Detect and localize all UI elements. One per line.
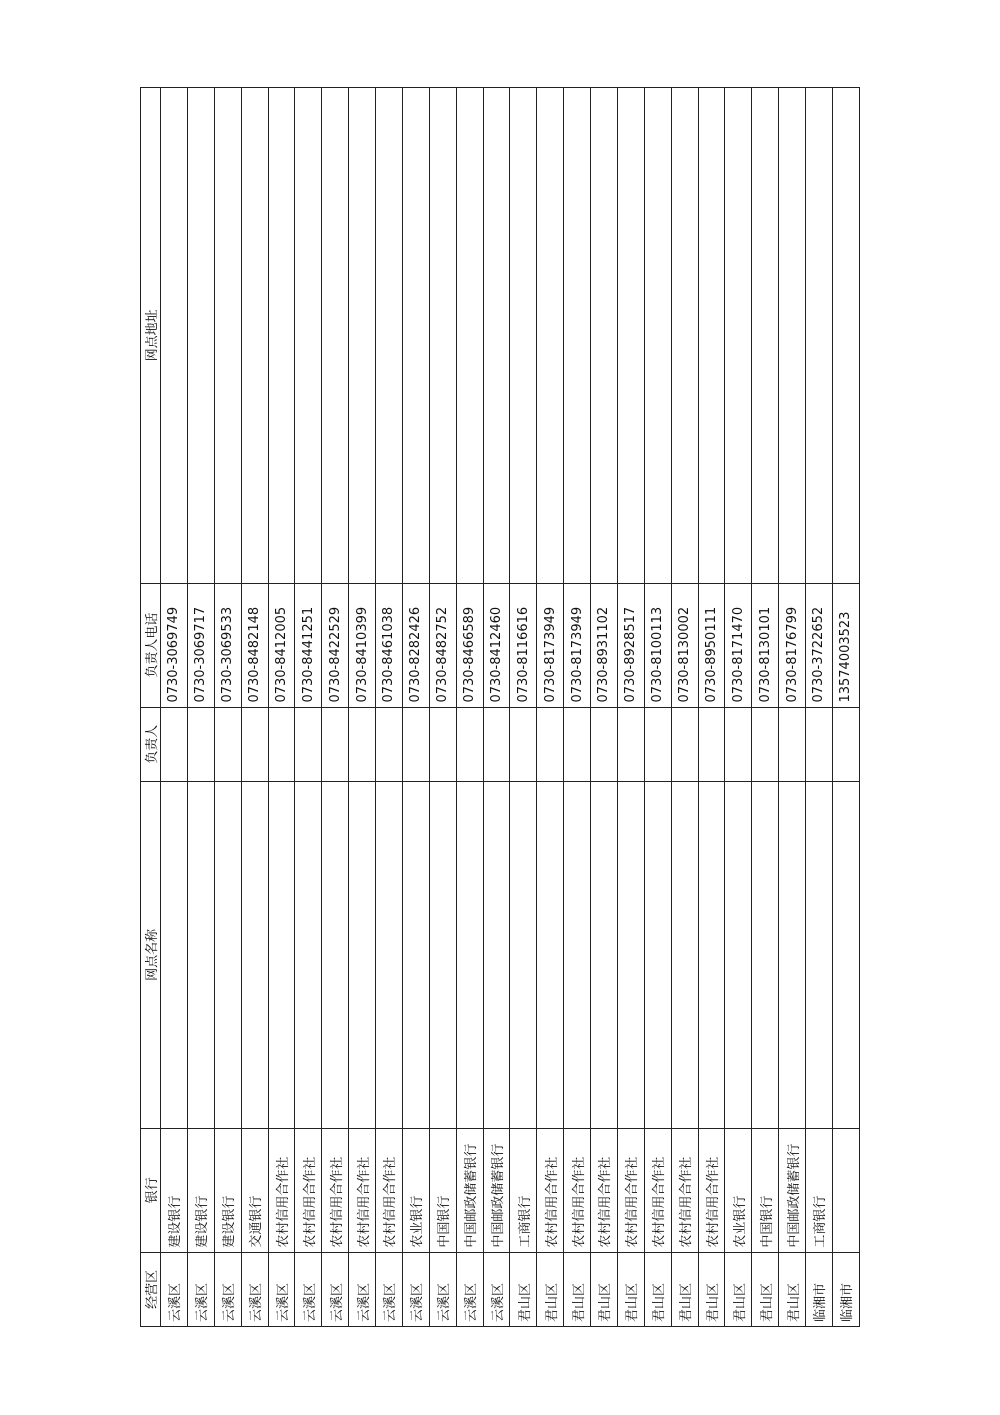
cell-branch-name: [725, 781, 752, 1128]
cell-manager: [510, 707, 537, 781]
cell-bank: 农村信用合作社: [537, 1128, 564, 1252]
cell-district: 云溪区: [456, 1252, 483, 1326]
cell-phone: 0730-8461038: [376, 583, 403, 707]
cell-address: [806, 88, 833, 584]
cell-phone: 0730-8100113: [644, 583, 671, 707]
cell-district: 君山区: [591, 1252, 618, 1326]
cell-manager: [725, 707, 752, 781]
cell-manager: [537, 707, 564, 781]
cell-bank: 工商银行: [510, 1128, 537, 1252]
cell-branch-name: [564, 781, 591, 1128]
cell-bank: [832, 1128, 859, 1252]
cell-phone: 0730-8466589: [456, 583, 483, 707]
table-row: [591, 88, 618, 1327]
cell-bank: 工商银行: [806, 1128, 833, 1252]
cell-phone: 0730-8171470: [725, 583, 752, 707]
cell-manager: [214, 707, 241, 781]
bank-branch-table: [140, 87, 860, 1327]
cell-branch-name: [510, 781, 537, 1128]
table-row: [510, 88, 537, 1327]
cell-bank: 农村信用合作社: [376, 1128, 403, 1252]
cell-manager: [268, 707, 295, 781]
cell-branch-name: [268, 781, 295, 1128]
cell-district: 君山区: [779, 1252, 806, 1326]
cell-address: [429, 88, 456, 584]
cell-district: 君山区: [617, 1252, 644, 1326]
table-row: [564, 88, 591, 1327]
cell-manager: [322, 707, 349, 781]
table-row: [241, 88, 268, 1327]
cell-branch-name: [806, 781, 833, 1128]
table-row: [806, 88, 833, 1327]
cell-district: 君山区: [644, 1252, 671, 1326]
cell-branch-name: [349, 781, 376, 1128]
table-row: [483, 88, 510, 1327]
cell-branch-name: [591, 781, 618, 1128]
cell-district: 君山区: [698, 1252, 725, 1326]
cell-address: [537, 88, 564, 584]
cell-phone: 13574003523: [832, 583, 859, 707]
cell-district: 云溪区: [187, 1252, 214, 1326]
cell-phone: 0730-3069749: [161, 583, 188, 707]
cell-address: [617, 88, 644, 584]
cell-address: [752, 88, 779, 584]
cell-manager: [349, 707, 376, 781]
header-phone: 负责人电话: [141, 583, 161, 707]
cell-district: 君山区: [725, 1252, 752, 1326]
cell-district: 君山区: [564, 1252, 591, 1326]
cell-district: 君山区: [752, 1252, 779, 1326]
table-row: [644, 88, 671, 1327]
cell-manager: [617, 707, 644, 781]
table-row: [429, 88, 456, 1327]
cell-branch-name: [644, 781, 671, 1128]
cell-phone: 0730-8176799: [779, 583, 806, 707]
cell-branch-name: [617, 781, 644, 1128]
table-row: [456, 88, 483, 1327]
cell-manager: [644, 707, 671, 781]
cell-bank: 农村信用合作社: [295, 1128, 322, 1252]
cell-address: [698, 88, 725, 584]
cell-phone: 0730-8928517: [617, 583, 644, 707]
cell-branch-name: [295, 781, 322, 1128]
table-row: [832, 88, 859, 1327]
cell-district: 君山区: [510, 1252, 537, 1326]
cell-district: 云溪区: [349, 1252, 376, 1326]
cell-district: 云溪区: [241, 1252, 268, 1326]
cell-bank: 农村信用合作社: [644, 1128, 671, 1252]
cell-phone: 0730-8130002: [671, 583, 698, 707]
cell-district: 云溪区: [402, 1252, 429, 1326]
cell-address: [725, 88, 752, 584]
cell-branch-name: [779, 781, 806, 1128]
cell-district: 君山区: [671, 1252, 698, 1326]
cell-manager: [564, 707, 591, 781]
table-row: [295, 88, 322, 1327]
table-row: [725, 88, 752, 1327]
cell-branch-name: [698, 781, 725, 1128]
cell-bank: 农村信用合作社: [564, 1128, 591, 1252]
cell-district: 云溪区: [483, 1252, 510, 1326]
cell-phone: 0730-8482148: [241, 583, 268, 707]
cell-branch-name: [161, 781, 188, 1128]
cell-address: [349, 88, 376, 584]
cell-bank: 中国邮政储蓄银行: [779, 1128, 806, 1252]
table-row: [161, 88, 188, 1327]
table-row: [402, 88, 429, 1327]
cell-phone: 0730-8173949: [564, 583, 591, 707]
cell-bank: 农业银行: [402, 1128, 429, 1252]
cell-bank: 农村信用合作社: [591, 1128, 618, 1252]
cell-manager: [187, 707, 214, 781]
cell-phone: 0730-8441251: [295, 583, 322, 707]
cell-branch-name: [402, 781, 429, 1128]
header-address: 网点地址: [141, 88, 161, 584]
cell-address: [483, 88, 510, 584]
cell-phone: 0730-8931102: [591, 583, 618, 707]
cell-manager: [429, 707, 456, 781]
table-row: [268, 88, 295, 1327]
cell-address: [402, 88, 429, 584]
cell-address: [376, 88, 403, 584]
cell-bank: 农村信用合作社: [698, 1128, 725, 1252]
cell-manager: [402, 707, 429, 781]
cell-district: 云溪区: [214, 1252, 241, 1326]
table-row: [698, 88, 725, 1327]
header-row: [141, 88, 161, 1327]
cell-manager: [295, 707, 322, 781]
cell-manager: [376, 707, 403, 781]
cell-bank: 农村信用合作社: [617, 1128, 644, 1252]
cell-district: 云溪区: [295, 1252, 322, 1326]
rotated-sheet: [140, 87, 860, 1327]
cell-bank: 农村信用合作社: [671, 1128, 698, 1252]
cell-bank: 农村信用合作社: [322, 1128, 349, 1252]
cell-branch-name: [671, 781, 698, 1128]
header-district: 经营区: [141, 1252, 161, 1326]
table-row: [322, 88, 349, 1327]
table-row: [752, 88, 779, 1327]
cell-branch-name: [429, 781, 456, 1128]
cell-bank: 中国银行: [429, 1128, 456, 1252]
cell-manager: [806, 707, 833, 781]
cell-phone: 0730-8950111: [698, 583, 725, 707]
cell-address: [564, 88, 591, 584]
cell-phone: 0730-8116616: [510, 583, 537, 707]
cell-phone: 0730-8412005: [268, 583, 295, 707]
cell-branch-name: [376, 781, 403, 1128]
cell-manager: [752, 707, 779, 781]
cell-manager: [832, 707, 859, 781]
cell-branch-name: [483, 781, 510, 1128]
cell-address: [832, 88, 859, 584]
cell-manager: [779, 707, 806, 781]
cell-address: [268, 88, 295, 584]
cell-phone: 0730-3722652: [806, 583, 833, 707]
cell-branch-name: [241, 781, 268, 1128]
cell-address: [456, 88, 483, 584]
cell-district: 临湘市: [832, 1252, 859, 1326]
cell-phone: 0730-8173949: [537, 583, 564, 707]
cell-manager: [698, 707, 725, 781]
cell-address: [591, 88, 618, 584]
table-row: [349, 88, 376, 1327]
cell-bank: 建设银行: [161, 1128, 188, 1252]
cell-bank: 中国邮政储蓄银行: [483, 1128, 510, 1252]
cell-manager: [456, 707, 483, 781]
cell-district: 云溪区: [268, 1252, 295, 1326]
cell-manager: [591, 707, 618, 781]
cell-branch-name: [537, 781, 564, 1128]
cell-address: [322, 88, 349, 584]
cell-manager: [241, 707, 268, 781]
cell-address: [510, 88, 537, 584]
cell-district: 临湘市: [806, 1252, 833, 1326]
cell-address: [161, 88, 188, 584]
cell-address: [187, 88, 214, 584]
cell-bank: 交通银行: [241, 1128, 268, 1252]
cell-address: [241, 88, 268, 584]
cell-bank: 农村信用合作社: [349, 1128, 376, 1252]
cell-district: 云溪区: [376, 1252, 403, 1326]
cell-address: [644, 88, 671, 584]
table-row: [537, 88, 564, 1327]
cell-phone: 0730-8282426: [402, 583, 429, 707]
cell-manager: [671, 707, 698, 781]
cell-branch-name: [214, 781, 241, 1128]
cell-bank: 建设银行: [214, 1128, 241, 1252]
cell-address: [295, 88, 322, 584]
cell-phone: 0730-8410399: [349, 583, 376, 707]
table-row: [779, 88, 806, 1327]
header-bank: 银行: [141, 1128, 161, 1252]
cell-phone: 0730-3069717: [187, 583, 214, 707]
cell-district: 云溪区: [322, 1252, 349, 1326]
cell-district: 云溪区: [161, 1252, 188, 1326]
cell-phone: 0730-8130101: [752, 583, 779, 707]
table-row: [376, 88, 403, 1327]
cell-branch-name: [832, 781, 859, 1128]
cell-bank: 中国银行: [752, 1128, 779, 1252]
cell-phone: 0730-8422529: [322, 583, 349, 707]
cell-district: 云溪区: [429, 1252, 456, 1326]
cell-bank: 中国邮政储蓄银行: [456, 1128, 483, 1252]
cell-address: [779, 88, 806, 584]
cell-address: [214, 88, 241, 584]
cell-address: [671, 88, 698, 584]
cell-district: 君山区: [537, 1252, 564, 1326]
table-row: [617, 88, 644, 1327]
table-row: [671, 88, 698, 1327]
cell-manager: [161, 707, 188, 781]
cell-branch-name: [187, 781, 214, 1128]
cell-branch-name: [752, 781, 779, 1128]
cell-phone: 0730-8482752: [429, 583, 456, 707]
table-row: [214, 88, 241, 1327]
cell-phone: 0730-8412460: [483, 583, 510, 707]
cell-branch-name: [456, 781, 483, 1128]
table-row: [187, 88, 214, 1327]
cell-bank: 农村信用合作社: [268, 1128, 295, 1252]
cell-phone: 0730-3069533: [214, 583, 241, 707]
cell-manager: [483, 707, 510, 781]
header-branch-name: 网点名称: [141, 781, 161, 1128]
cell-branch-name: [322, 781, 349, 1128]
cell-bank: 农业银行: [725, 1128, 752, 1252]
header-manager: 负责人: [141, 707, 161, 781]
cell-bank: 建设银行: [187, 1128, 214, 1252]
